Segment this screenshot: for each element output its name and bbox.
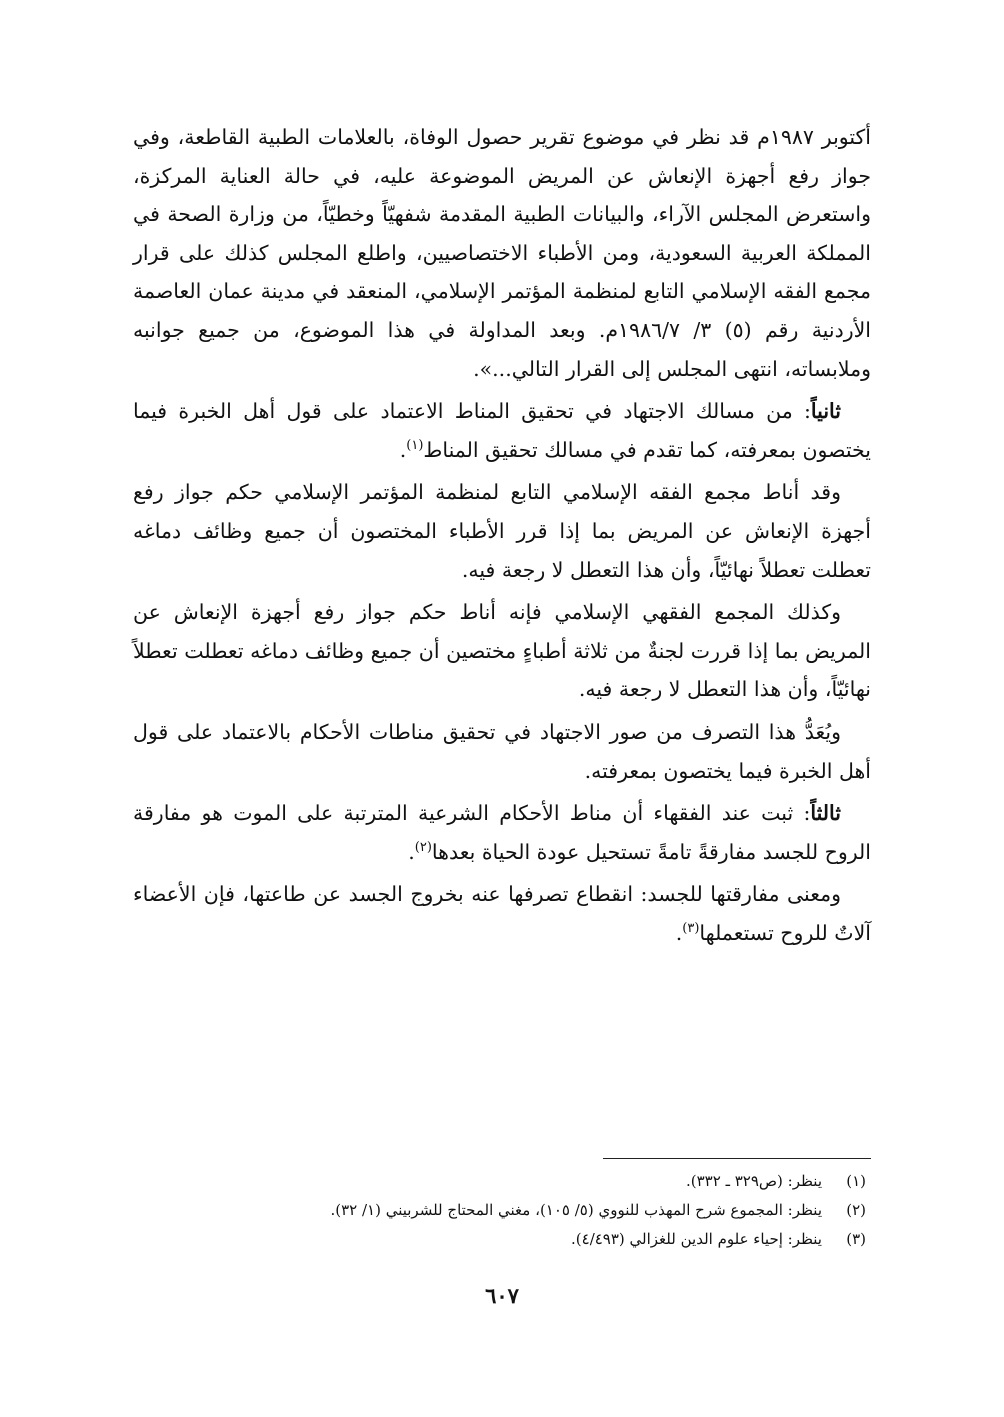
footnote-2 <box>133 1196 871 1225</box>
second-point-heading: ثانياً <box>810 399 841 424</box>
paragraph-third-point <box>133 794 871 871</box>
second-point-end: . <box>399 437 407 462</box>
third-point-text: : ثبت عند الفقهاء أن مناط الأحكام الشرعية المترتبة على الموت هو مفارقة الروح للجسد مفارقةً تامةً تستحيل عودة الحياة بعدها <box>133 801 871 864</box>
paragraph-council-decision: أكتوبر ١٩٨٧م قد نظر في موضوع تقرير حصول الوفاة، بالعلامات الطبية القاطعة، وفي جواز رفع أجهزة الإنعاش عن المريض الموضوعة عليه، في حالة العناية المركزة، واستعرض المجلس الآراء، والبيانات الطبية المقدمة شفهيّاً وخطيّاً، من وزارة الصحة في المملكة العربية السعودية، ومن الأطباء الاختصاصيين، واطلع المجلس كذلك على قرار مجمع الفقه الإسلامي التابع لمنظمة المؤتمر الإسلامي، المنعقد في مدينة عمان العاصمة الأردنية رقم (٥) ٣/ ١٩٨٦/٧م. وبعد المداولة في هذا الموضوع، من جميع جوانبه وملابساته، انتهى المجلس إلى القرار التالي...». <box>133 125 872 381</box>
footnote-3-text: ينظر: إحياء علوم الدين للغزالي (٤/٤٩٣). <box>571 1230 822 1248</box>
footnote-divider <box>603 1158 871 1159</box>
paragraph-fiqh-council: وكذلك المجمع الفقهي الإسلامي فإنه أناط حكم جواز رفع أجهزة الإنعاش عن المريض بما إذا قررت لجنةٌ من ثلاثة أطباءٍ مختصين أن جميع وظائف دماغه تعطلت تعطلاً نهائيّاً، وأن هذا التعطل لا رجعة فيه. <box>133 600 871 702</box>
separation-meaning-text: ومعنى مفارقتها للجسد: انقطاع تصرفها عنه بخروج الجسد عن طاعتها، فإن الأعضاء آلاتٌ للروح تستعملها <box>133 882 871 945</box>
footnote-ref-3[interactable]: (٣) <box>682 921 700 937</box>
footnote-1-text: ينظر: (ص٣٢٩ ـ ٣٣٢). <box>686 1172 822 1190</box>
paragraph-ijtihad: ويُعَدُّ هذا التصرف من صور الاجتهاد في تحقيق مناطات الأحكام بالاعتماد على قول أهل الخبرة فيما يختصون بمعرفته. <box>133 719 871 783</box>
page-body <box>133 118 871 956</box>
page-number: ٦٠٧ <box>485 1283 519 1308</box>
paragraph-fiqh-academy: وقد أناط مجمع الفقه الإسلامي التابع لمنظمة المؤتمر الإسلامي حكم جواز رفع أجهزة الإنعاش عن المريض بما إذا قرر الأطباء المختصون أن جميع وظائف دماغه تعطلت تعطلاً نهائيّاً، وأن هذا التعطل لا رجعة فيه. <box>133 480 871 582</box>
footnote-3 <box>133 1225 871 1254</box>
footnotes <box>133 1158 871 1254</box>
footnote-3-number: (٣) <box>846 1230 866 1248</box>
second-point-text: : من مسالك الاجتهاد في تحقيق المناط الاعتماد على قول أهل الخبرة فيما يختصون بمعرفته، كما تقدم في مسالك تحقيق المناط <box>133 399 871 462</box>
separation-meaning-end: . <box>675 920 683 945</box>
third-point-end: . <box>408 839 415 864</box>
footnote-2-number: (٢) <box>846 1201 866 1219</box>
footnote-ref-1[interactable]: (١) <box>406 437 424 453</box>
third-point-heading: ثالثاً <box>810 801 841 826</box>
footnote-1-number: (١) <box>846 1172 866 1190</box>
footnote-2-text: ينظر: المجموع شرح المهذب للنووي (٥/ ١٠٥)، مغني المحتاج للشربيني (١/ ٣٢). <box>330 1201 822 1219</box>
footnote-1 <box>133 1167 871 1196</box>
footnote-ref-2[interactable]: (٢) <box>414 839 432 855</box>
paragraph-separation-meaning <box>133 875 871 952</box>
paragraph-second-point <box>133 392 871 469</box>
